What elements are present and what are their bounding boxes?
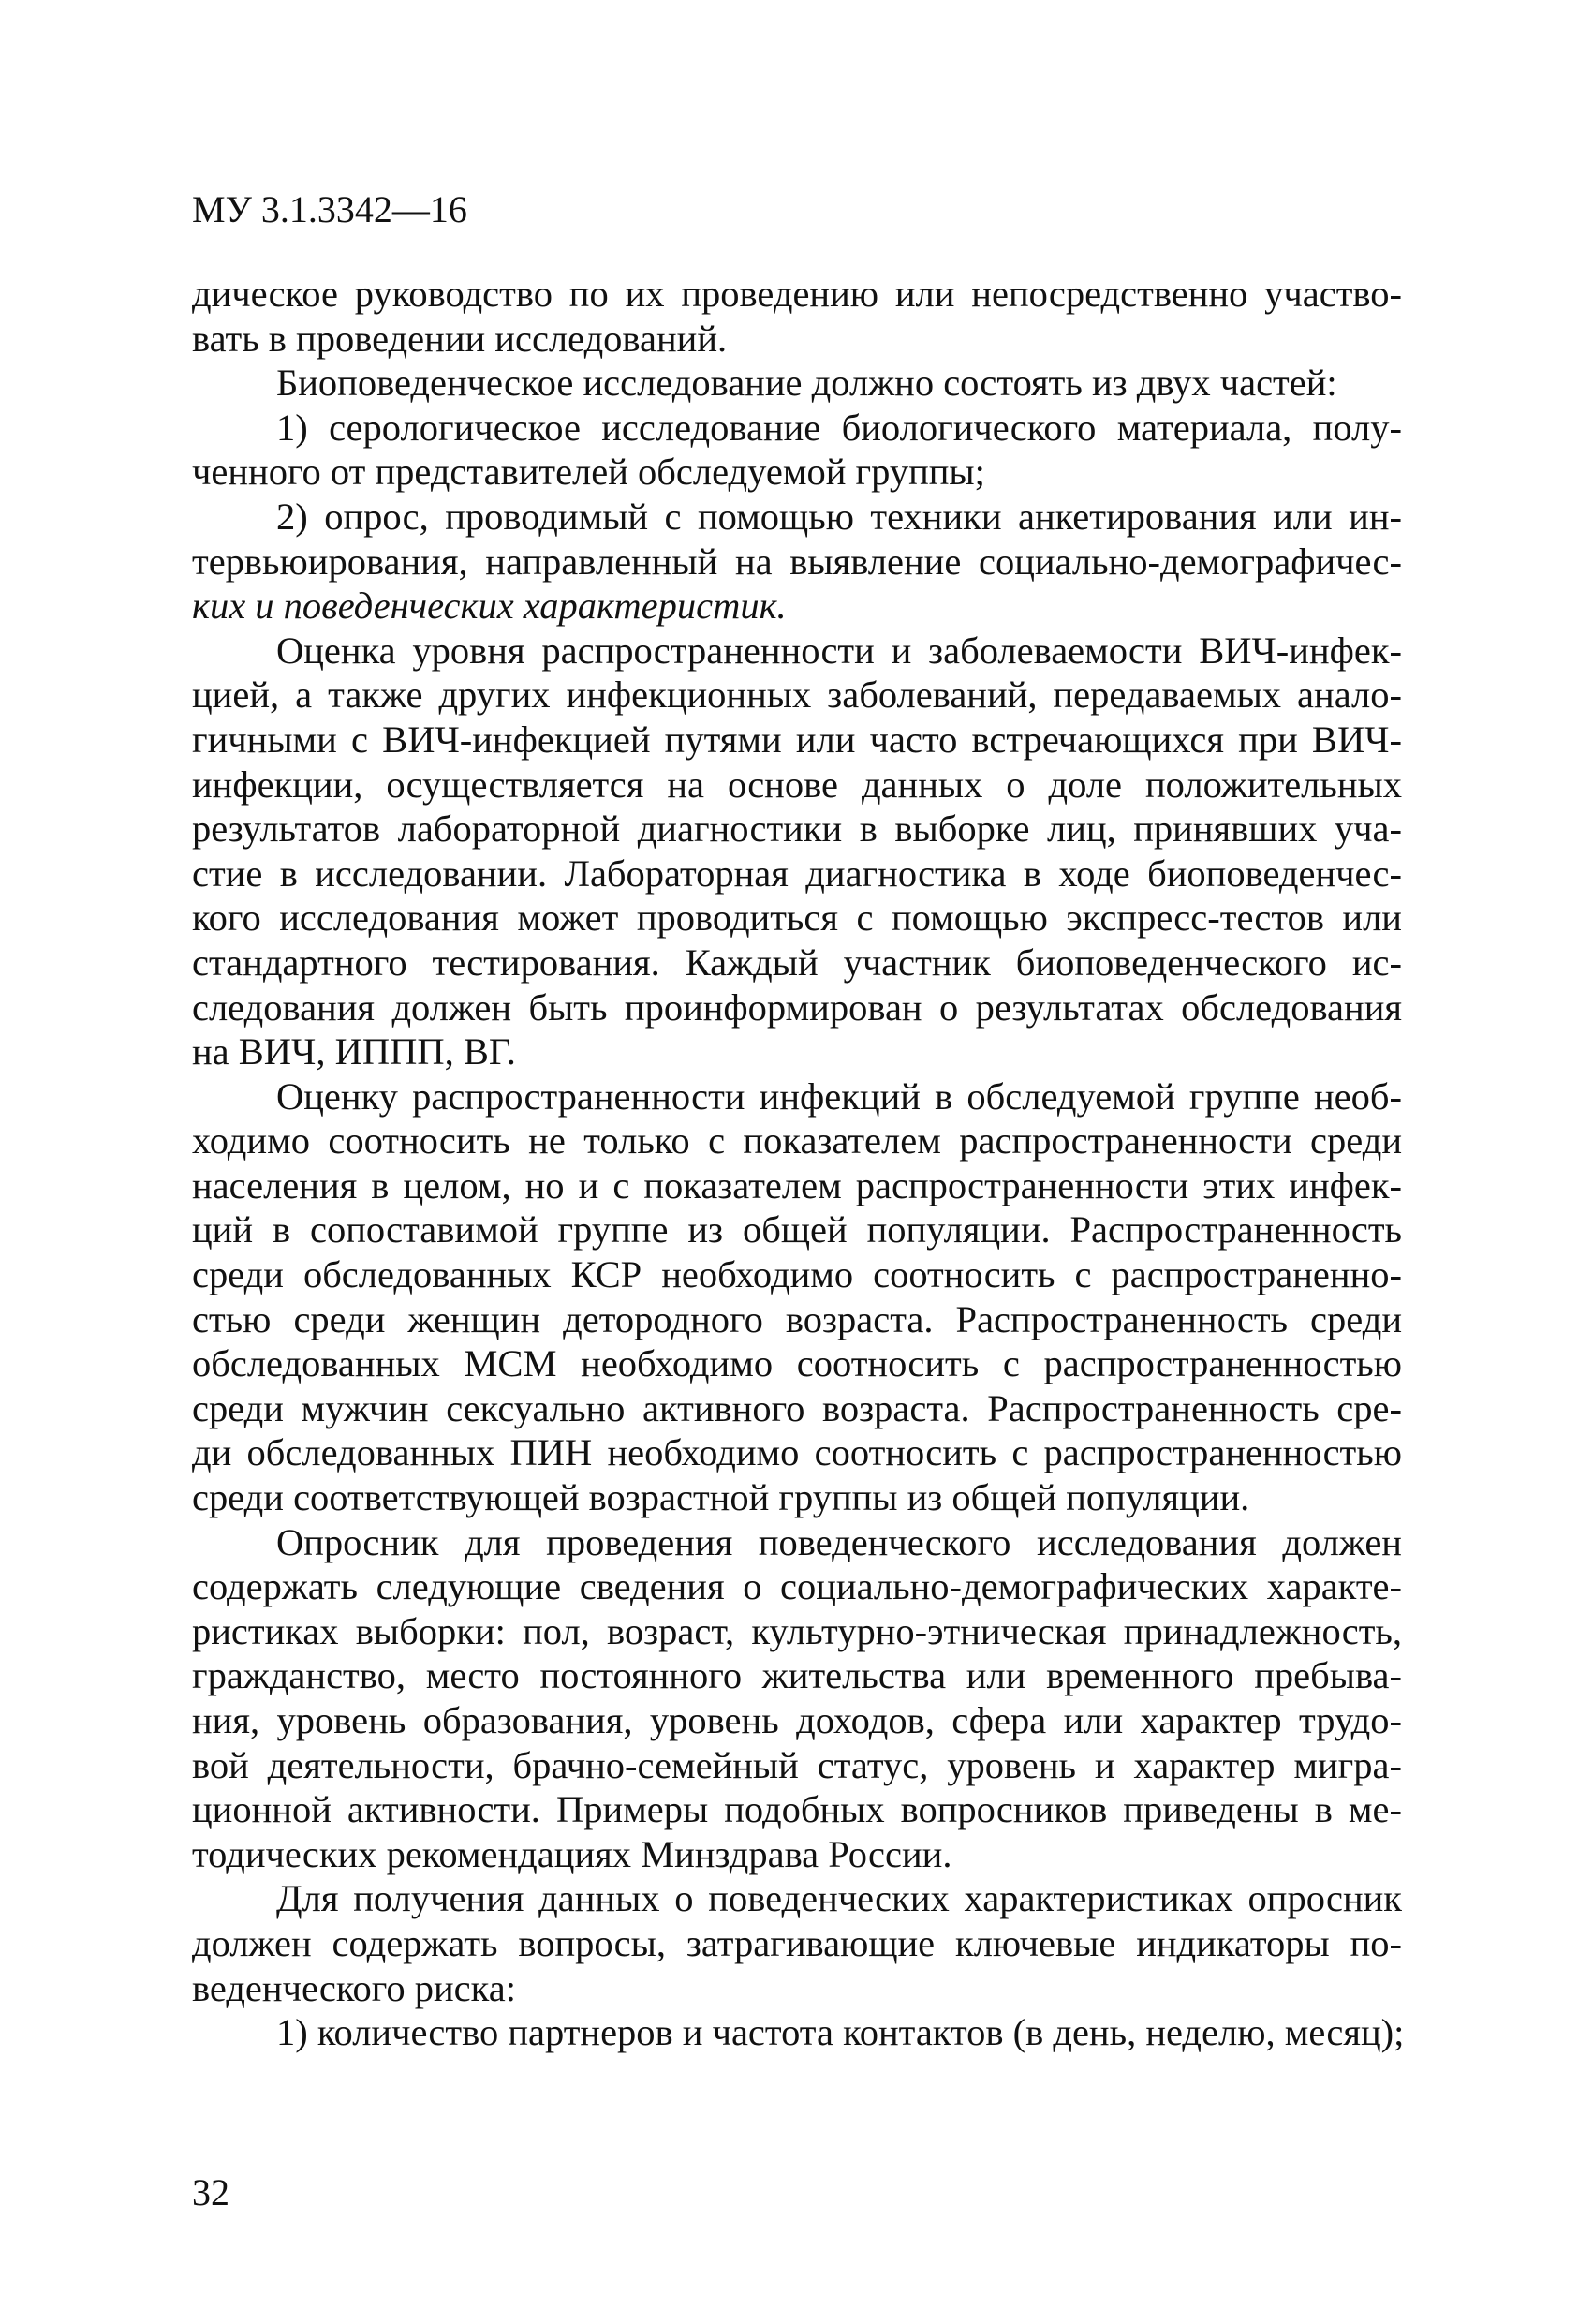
text-line: ций в сопоставимой группе из общей популяции. Распространенность (192, 1208, 1402, 1251)
text-line: содержать следующие сведения о социально-демографических характе- (192, 1565, 1402, 1608)
text-line: результатов лабораторной диагностики в выборке лиц, принявших уча- (192, 807, 1402, 851)
text-line: среди мужчин сексуально активного возраста. Распространенность сре- (192, 1386, 1402, 1429)
text-line: на ВИЧ, ИППП, ВГ. (192, 1030, 516, 1073)
paragraph (192, 1876, 1402, 2010)
text-line: ходимо соотносить не только с показателем распространенности среди (192, 1119, 1402, 1162)
text-line: стие в исследовании. Лабораторная диагностика в ходе биоповеденчес- (192, 851, 1402, 895)
paragraph (192, 272, 1402, 361)
text-line: среди обследованных КСР необходимо соотносить с распространенно- (192, 1253, 1402, 1296)
paragraph (192, 1520, 1402, 1877)
text-line: населения в целом, но и с показателем распространенности этих инфек- (192, 1163, 1402, 1206)
text-line: ристиках выборки: пол, возраст, культурно-этническая принадлежность, (192, 1609, 1402, 1652)
text-line: цией, а также других инфекционных заболеваний, передаваемых анало- (192, 674, 1402, 717)
text-line: тодических рекомендациях Минздрава России. (192, 1832, 952, 1875)
text-line: веденческого риска: (192, 1966, 516, 2009)
list-item (192, 2010, 1405, 2055)
paragraph (192, 1074, 1402, 1520)
document-code-header: МУ 3.1.3342—16 (192, 188, 467, 230)
body-text (192, 272, 1405, 2055)
text-line: гражданство, место постоянного жительства или временного пребыва- (192, 1654, 1402, 1697)
text-line: ченного от представителей обследуемой группы; (192, 451, 985, 494)
text-line: обследованных МСМ необходимо соотносить с распространенностью (192, 1342, 1402, 1385)
text-line: ких и поведенческих характеристик. (192, 585, 787, 628)
text-line: 1) серологическое исследование биологического материала, полу- (276, 406, 1402, 449)
text-line: гичными с ВИЧ-инфекцией путями или часто встречающихся при ВИЧ- (192, 718, 1402, 761)
text-line: стью среди женщин детородного возраста. Распространенность среди (192, 1297, 1402, 1340)
text-line: Для получения данных о поведенческих характеристиках опросник (276, 1877, 1402, 1920)
text-line: дическое руководство по их проведению или непосредственно участво- (192, 273, 1402, 315)
text-line: ди обследованных ПИН необходимо соотносить с распространенностью (192, 1431, 1402, 1474)
paragraph (192, 361, 1402, 406)
text-line: кого исследования может проводиться с помощью экспресс-тестов или (192, 896, 1402, 940)
text-line: вой деятельности, брачно-семейный статус, уровень и характер мигра- (192, 1743, 1402, 1786)
text-line: стандартного тестирования. Каждый участник биоповеденческого ис- (192, 940, 1402, 984)
text-line: ния, уровень образования, уровень доходов, сфера или характер трудо- (192, 1699, 1402, 1741)
text-line: ционной активности. Примеры подобных вопросников приведены в ме- (192, 1788, 1402, 1831)
text-line: Оценка уровня распространенности и заболеваемости ВИЧ-инфек- (276, 629, 1402, 672)
text-line: тервьюирования, направленный на выявление социально-демографичес- (192, 540, 1402, 583)
text-line: должен содержать вопросы, затрагивающие ключевые индикаторы по- (192, 1921, 1402, 1964)
text-line: следования должен быть проинформирован о результатах обследования (192, 985, 1402, 1029)
text-line: вать в проведении исследований. (192, 317, 728, 360)
list-item (192, 406, 1402, 495)
text-line: Биоповеденческое исследование должно состоять из двух частей: (276, 362, 1337, 405)
text-line: Опросник для проведения поведенческого исследования должен (276, 1520, 1402, 1563)
text-line: инфекции, осуществляется на основе данных о доле положительных (192, 762, 1402, 806)
paragraph (192, 629, 1402, 1074)
text-line: 1) количество партнеров и частота контактов (в день, неделю, месяц); (276, 2011, 1405, 2054)
text-line: 2) опрос, проводимый с помощью техники анкетирования или ин- (276, 495, 1402, 538)
list-item (192, 495, 1402, 629)
text-line: Оценку распространенности инфекций в обследуемой группе необ- (276, 1074, 1402, 1118)
text-line: среди соответствующей возрастной группы из общей популяции. (192, 1476, 1250, 1519)
page-number: 32 (192, 2171, 229, 2213)
